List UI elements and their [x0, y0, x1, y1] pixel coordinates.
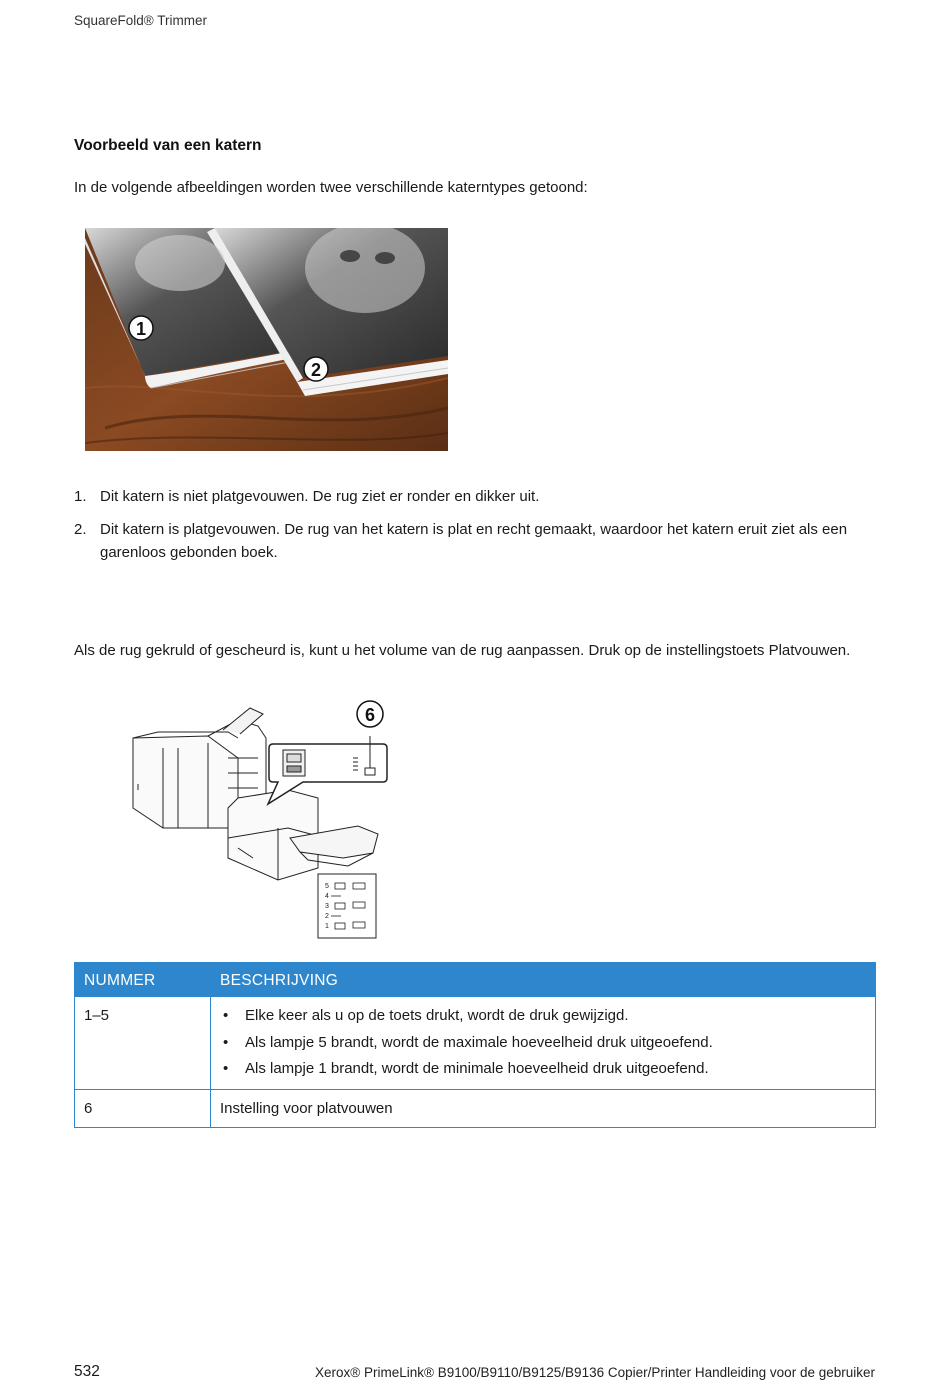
intro-paragraph: In de volgende afbeeldingen worden twee verschillende katerntypes getoond: — [74, 179, 588, 196]
section-heading: Voorbeeld van een katern — [74, 137, 262, 154]
table-cell-number: 6 — [75, 1089, 211, 1127]
panel-label-5: 5 — [325, 883, 329, 890]
adjust-paragraph: Als de rug gekruld of gescheurd is, kunt u het volume van de rug aanpassen. Druk op de instellingstoets Platvouwen. — [74, 642, 851, 659]
callout-6-icon — [357, 701, 383, 727]
running-head: SquareFold® Trimmer — [74, 13, 207, 28]
column-header-number: NUMMER — [75, 963, 211, 997]
spec-table — [74, 962, 876, 1128]
table-cell-number: 1–5 — [75, 997, 211, 1090]
table-cell-description: Instelling voor platvouwen — [211, 1089, 876, 1127]
callout-1-icon — [129, 316, 153, 340]
bullet-item: • Elke keer als u op de toets drukt, wordt de druk gewijzigd. — [220, 1003, 866, 1030]
panel-label-4: 4 — [325, 893, 329, 900]
list-text: Dit katern is niet platgevouwen. De rug ziet er ronder en dikker uit. — [100, 488, 540, 505]
panel-label-2: 2 — [325, 913, 329, 920]
list-text: Dit katern is platgevouwen. De rug van het katern is plat en recht gemaakt, waardoor het katern eruit ziet als een garenloos gebonden boek. — [100, 521, 848, 561]
panel-label-1: 1 — [325, 923, 329, 930]
callout-2-icon — [304, 357, 328, 381]
list-number: 1. — [74, 488, 87, 505]
table-row — [75, 1089, 876, 1127]
list-item — [74, 485, 874, 508]
footer-title: Xerox® PrimeLink® B9100/B9110/B9125/B9136 Copier/Printer Handleiding voor de gebruiker — [315, 1365, 875, 1380]
list-number: 2. — [74, 521, 87, 538]
column-header-description: BESCHRIJVING — [211, 963, 876, 997]
callout-2-label: 2 — [310, 360, 322, 380]
bullet-item: • Als lampje 1 brandt, wordt de minimale hoeveelheid druk uitgeoefend. — [220, 1056, 866, 1083]
bullet-list — [220, 1003, 866, 1083]
list-item — [74, 518, 874, 564]
page-number: 532 — [74, 1363, 100, 1380]
table-row — [75, 997, 876, 1090]
callout-1-label: 1 — [135, 319, 147, 339]
panel-label-3: 3 — [325, 903, 329, 910]
numbered-list — [74, 485, 874, 574]
booklet-photo — [85, 228, 448, 451]
callout-6-label: 6 — [364, 705, 376, 725]
table-cell-description — [211, 997, 876, 1090]
bullet-item: • Als lampje 5 brandt, wordt de maximale hoeveelheid druk uitgeoefend. — [220, 1030, 866, 1057]
finisher-illustration — [128, 698, 390, 942]
